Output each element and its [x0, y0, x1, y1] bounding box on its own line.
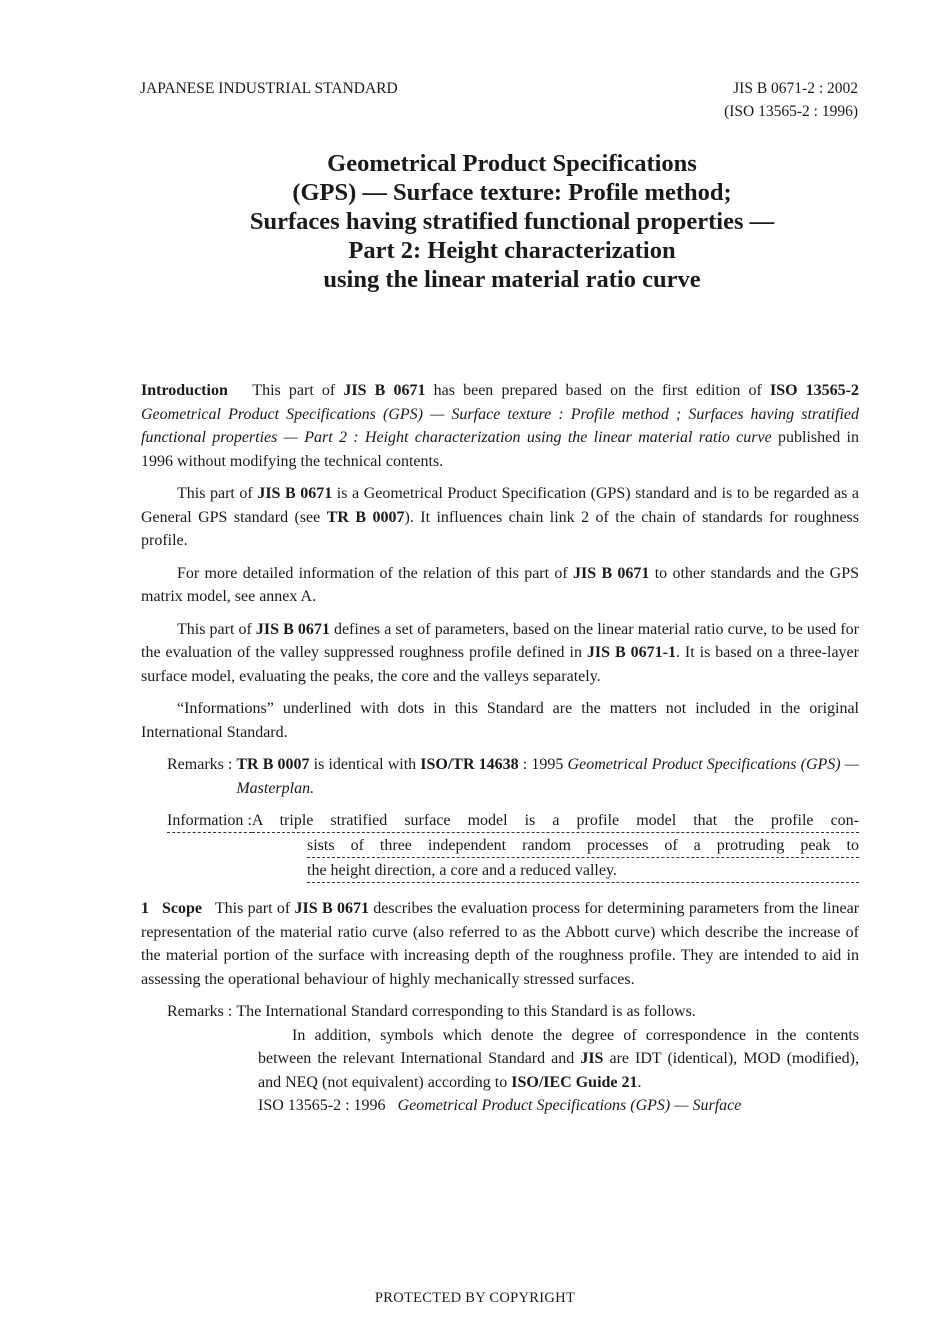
text: to other standards and the GPS matrix model, see annex A.: [141, 564, 860, 605]
title-line-2: (GPS) — Surface texture: Profile method;: [292, 179, 732, 206]
parameters-paragraph: [141, 618, 859, 689]
text: has been prepared based on the first edition of: [425, 382, 770, 399]
header-iso-number: (ISO 13565-2 : 1996): [724, 103, 858, 120]
text: In addition, symbols which denote the degree of correspondence in the contents between the relevant International Standard and: [258, 1026, 859, 1067]
title-line-1: Geometrical Product Specifications: [327, 150, 697, 177]
scope-paragraph: [141, 897, 859, 991]
title-line-5: using the linear material ratio curve: [323, 266, 701, 293]
information-label: Information :: [167, 810, 252, 833]
text: defines a set of parameters, based on the linear material ratio curve, to be used for the evaluation of the valley suppressed roughness profile defined in: [141, 620, 860, 661]
jis-reference: JIS B 0671: [257, 485, 333, 502]
remarks-correspondence-block: [141, 1000, 859, 1118]
text: describes the evaluation process for determining parameters from the linear representation of the material ratio curve (also referred to as the Abbott curve) which describe the increase of the material portion of the surface with increasing depth of the roughness profile. They are intended to aid in assessing the operational behaviour of highly mechanically stressed surfaces.: [141, 900, 860, 988]
introduction-heading: Introduction: [141, 382, 228, 399]
jis-reference: JIS B 0671: [573, 564, 650, 582]
introduction-paragraph: [141, 379, 859, 473]
tr-reference: TR B 0007: [236, 756, 310, 773]
information-line-2: sists of three independent random processes of a protruding peak to: [307, 835, 859, 858]
header-jis-number: JIS B 0671-2 : 2002: [733, 80, 858, 97]
text: ). It influences chain link 2 of the chain of standards for roughness profile.: [141, 508, 859, 549]
document-body: [141, 379, 859, 1118]
remarks-line-1: The International Standard corresponding to this Standard is as follows.: [236, 1003, 696, 1020]
text: This part of: [177, 620, 256, 638]
text: .: [637, 1073, 642, 1091]
iso-correspondence-line: [258, 1094, 859, 1118]
iso-reference: ISO 13565-2: [769, 382, 860, 399]
header-standard-number: [724, 77, 858, 123]
header-standard-type: JAPANESE INDUSTRIAL STANDARD: [140, 80, 398, 97]
information-block: [141, 810, 859, 883]
remarks-text: [236, 753, 859, 800]
text: are IDT (identical), MOD (modified), and NEQ (not equivalent) according to: [258, 1050, 860, 1091]
information-line-3: the height direction, a core and a reduced valley.: [307, 860, 859, 883]
iso-reference: ISO 13565-2 : 1996: [258, 1097, 386, 1114]
jis-reference: JIS B 0671: [294, 900, 369, 917]
text: This part of: [252, 382, 344, 399]
scope-heading: Scope: [161, 900, 202, 917]
title-line-4: Part 2: Height characterization: [348, 237, 676, 264]
text: : 1995: [518, 756, 568, 773]
informations-note: “Informations” underlined with dots in this Standard are the matters not included in the original International Standard.: [141, 700, 859, 741]
information-line-1: A triple stratified surface model is a profile model that the profile con-: [252, 810, 859, 833]
iso-reference: ISO/TR 14638: [420, 756, 519, 773]
remarks-label: Remarks :: [167, 756, 237, 773]
jis-reference: JIS B 0671: [343, 382, 426, 399]
text: For more detailed information of the relation of this part of: [177, 564, 574, 582]
text: This part of: [214, 900, 295, 917]
iso-title: Geometrical Product Specifications (GPS) — Surface: [397, 1097, 742, 1114]
text: is a Geometrical Product Specification (GPS) standard and is to be regarded as a General GPS standard (see: [141, 485, 860, 526]
scope-number: 1: [141, 900, 149, 917]
jis-reference: JIS B 0671: [255, 620, 330, 638]
copyright-footer: PROTECTED BY COPYRIGHT: [374, 1290, 576, 1306]
masterplan-title: Geometrical Product Specifications (GPS) — Masterplan.: [236, 756, 860, 797]
jis-reference: JIS B 0671-1: [586, 644, 676, 661]
gps-paragraph: [141, 482, 859, 553]
remarks-block: [141, 753, 859, 800]
text: published in 1996 without modifying the technical contents.: [141, 429, 859, 470]
tr-reference: TR B 0007: [326, 508, 405, 526]
text: is identical with: [309, 756, 421, 773]
title-line-3: Surfaces having stratified functional properties —: [249, 208, 775, 235]
annex-paragraph: [141, 562, 859, 609]
jis-reference: JIS: [580, 1050, 604, 1067]
iso-title: Geometrical Product Specifications (GPS) — Surface texture : Profile method ; Surfaces having stratified functional properties — Part 2 : Height characterization using the linear material ratio curve: [141, 405, 859, 446]
text: . It is based on a three-layer surface model, evaluating the peaks, the core and the valleys separately.: [141, 644, 859, 685]
text: This part of: [177, 485, 258, 502]
remarks-label: Remarks :: [167, 1003, 237, 1020]
document-title: [110, 149, 914, 294]
correspondence-paragraph: [258, 1024, 859, 1095]
guide-reference: ISO/IEC Guide 21: [511, 1073, 638, 1091]
